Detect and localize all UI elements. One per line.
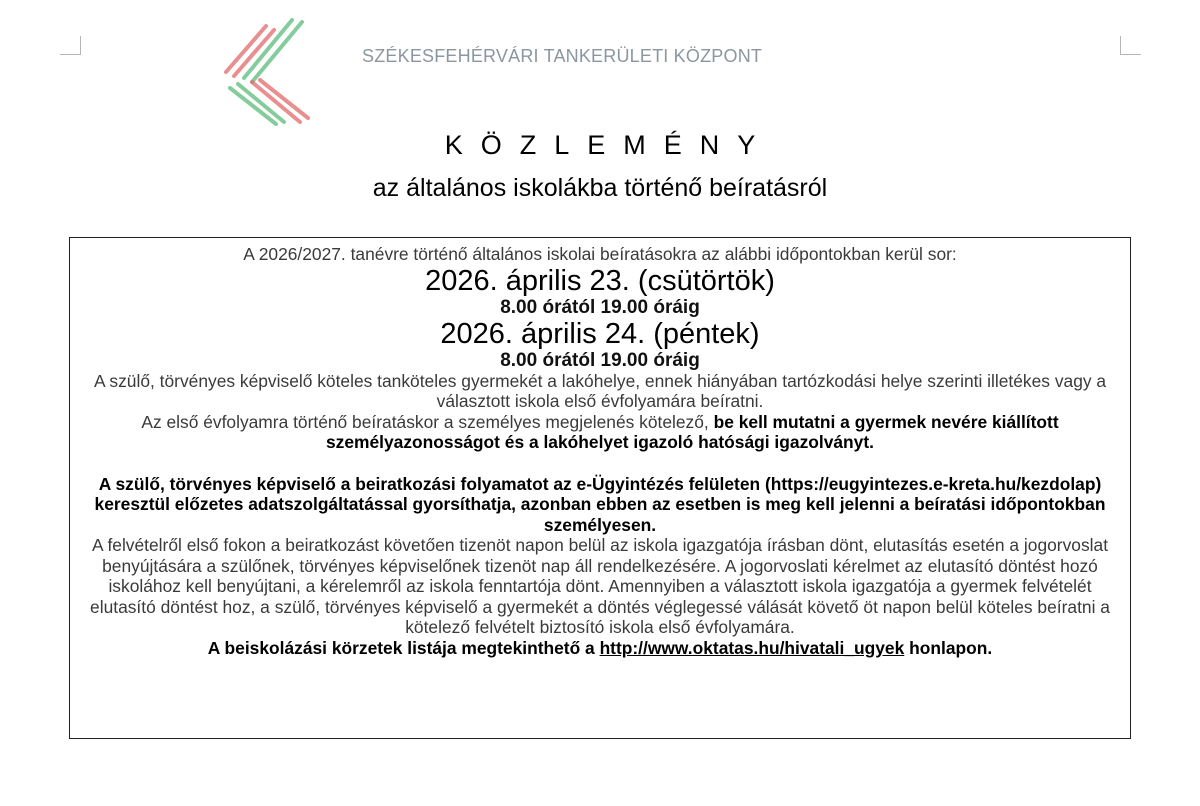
attendance-text: Az első évfolyamra történő beíratáskor a személyes megjelenés kötelező, bbox=[141, 411, 714, 432]
enrollment-time-1: 8.00 órától 19.00 óráig bbox=[500, 296, 700, 318]
tankeruleti-logo bbox=[222, 14, 314, 126]
intro-text: A 2026/2027. tanévre történő általános iskolai beíratásokra az alábbi időpontokban kerül sor: bbox=[243, 244, 957, 264]
district-list-prefix: A beiskolázási körzetek listája megtekinthető a bbox=[207, 637, 600, 658]
notice-box bbox=[69, 237, 1131, 739]
district-list-suffix: honlapon. bbox=[904, 637, 993, 658]
enrollment-date-1: 2026. április 23. (csütörtök) bbox=[425, 264, 775, 297]
attendance-paragraph bbox=[80, 412, 1120, 453]
attendance-documents-text: be kell mutatni a gyermek nevére kiállított személyazonosságot és a lakóhelyet igazoló hatósági igazolványt. bbox=[326, 411, 1059, 452]
paragraph-spacer bbox=[80, 453, 1120, 474]
document-title: KÖZLEMÉNY bbox=[444, 130, 774, 160]
enrollment-time-2: 8.00 órától 19.00 óráig bbox=[500, 349, 700, 371]
organization-name: SZÉKESFEHÉRVÁRI TANKERÜLETI KÖZPONT bbox=[362, 46, 763, 66]
oktatas-link[interactable]: http://www.oktatas.hu/hivatali_ugyek bbox=[599, 637, 905, 658]
document-subtitle: az általános iskolákba történő beíratásról bbox=[372, 174, 828, 202]
page-corner-mark-right bbox=[1120, 36, 1141, 55]
obligation-paragraph: A szülő, törvényes képviselő köteles tanköteles gyermekét a lakóhelye, ennek hiányában tartózkodási helye szerinti illetékes vagy a választott iskola első évfolyamára beíratni. bbox=[93, 370, 1107, 411]
district-list-paragraph bbox=[80, 638, 1120, 659]
enrollment-date-2: 2026. április 24. (péntek) bbox=[440, 317, 760, 350]
admission-decision-paragraph: A felvételről első fokon a beiratkozást követően tizenöt napon belül az iskola igazgatója írásban dönt, elutasítás esetén a jogorvoslat benyújtására a szülőnek, törvényes képviselőnek tizenöt nap áll rendelkezésére. A jogorvoslati kérelmet az elutasító döntést hozó iskolához kell benyújtani, a kérelemről az iskola fenntartója dönt. Amennyiben a választott iskola igazgatója a gyermek felvételét elutasító döntést hoz, a szülő, törvényes képviselő a gyermekét a döntés véglegessé válását követő öt napon belül köteles beíratni a kötelező felvételt biztosító iskola első évfolyamára. bbox=[90, 535, 1110, 637]
page-corner-mark-left bbox=[60, 36, 81, 55]
e-administration-paragraph: A szülő, törvényes képviselő a beiratkozási folyamatot az e-Ügyintézés felületen (https://eugyintezes.e-kreta.hu/kezdolap) keresztül előzetes adatszolgáltatással gyorsíthatja, azonban ebben az esetben is meg kell jelenni a beíratási időpontokban személyesen. bbox=[94, 473, 1106, 535]
